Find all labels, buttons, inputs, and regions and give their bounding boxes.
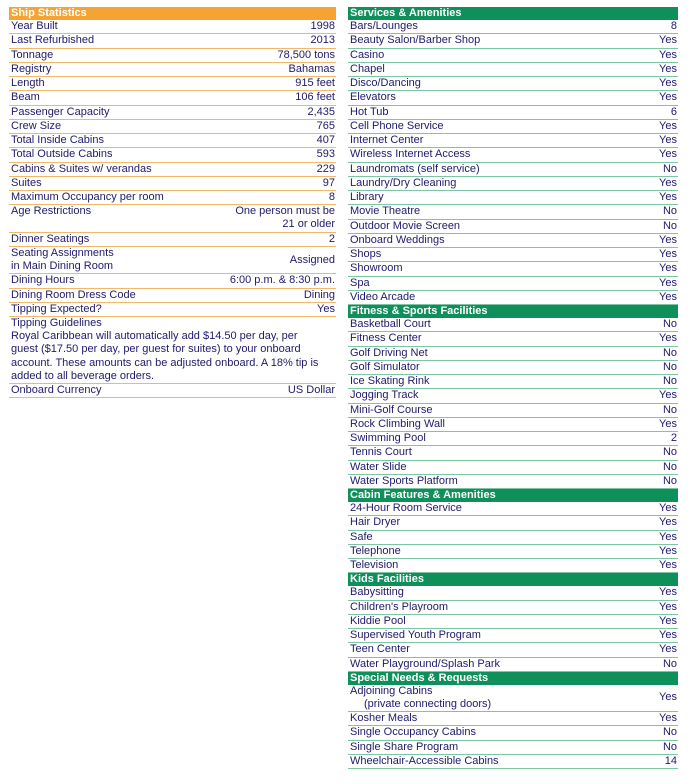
row-label: Hot Tub	[350, 105, 389, 118]
row-value: Yes	[659, 643, 677, 656]
row-value: 1998	[310, 20, 335, 32]
row-value: 78,500 tons	[277, 48, 335, 61]
tipping-line: guest ($17.50 per day, per guest for suites) to your onboard	[11, 343, 301, 356]
row-value: No	[662, 460, 677, 473]
row-value: 6:00 p.m. & 8:30 p.m.	[229, 274, 335, 287]
row-label: Rock Climbing Wall	[350, 417, 445, 430]
row-value: No	[662, 375, 677, 387]
row-label: Cabins & Suites w/ verandas	[11, 162, 152, 175]
row-label: Children's Playroom	[350, 600, 449, 613]
row-value: No	[662, 474, 677, 487]
row-value: 2,435	[307, 105, 335, 118]
onboard-currency-row	[9, 384, 336, 398]
table-row	[348, 220, 678, 234]
row-label: Swimming Pool	[350, 432, 426, 444]
row-value: Yes	[659, 276, 677, 289]
row-value: No	[662, 346, 677, 359]
row-value: 6	[670, 105, 677, 118]
row-value: Yes	[659, 34, 677, 47]
row-label: Movie Theatre	[350, 205, 421, 218]
row-value: 8	[670, 20, 677, 32]
row-value: Yes	[659, 176, 677, 189]
row-label: Showroom	[350, 262, 403, 275]
table-row	[348, 545, 678, 559]
row-label: Single Occupancy Cabins	[350, 726, 476, 739]
row-value: Yes	[659, 600, 677, 613]
onboard-currency-label: Onboard Currency	[11, 384, 102, 397]
row-label: Chapel	[350, 62, 385, 75]
row-value: No	[662, 446, 677, 459]
row-value: Yes	[659, 119, 677, 132]
row-label: Tonnage	[11, 48, 54, 61]
row-value: 8	[328, 191, 335, 203]
row-label: Telephone	[350, 544, 401, 557]
row-value: Yes	[659, 614, 677, 627]
row-label: Dining Room Dress Code	[11, 288, 136, 301]
row-value: 407	[316, 134, 335, 146]
row-value: Yes	[659, 148, 677, 161]
cabin-header: Cabin Features & Amenities	[348, 489, 678, 502]
row-label: Water Playground/Splash Park	[350, 657, 500, 670]
table-row	[348, 741, 678, 755]
row-label: Single Share Program	[350, 740, 459, 753]
row-label: Jogging Track	[350, 389, 419, 402]
row-label: Maximum Occupancy per room	[11, 191, 164, 203]
row-value: Yes	[659, 586, 677, 599]
table-row	[348, 502, 678, 516]
row-value: 2013	[310, 34, 335, 47]
row-label: Fitness Center	[350, 332, 422, 345]
kids-header: Kids Facilities	[348, 573, 678, 586]
table-row	[348, 475, 678, 489]
table-row	[348, 248, 678, 262]
row-label: Mini-Golf Course	[350, 403, 433, 416]
row-label: Golf Simulator	[350, 360, 420, 373]
row-label: Wireless Internet Access	[350, 148, 471, 161]
services-header: Services & Amenities	[348, 7, 678, 20]
seating-assignments-label: Seating Assignments in Main Dining Room	[11, 246, 114, 273]
row-label: Casino	[350, 48, 385, 61]
amenities-table	[348, 7, 678, 769]
row-label: Beauty Salon/Barber Shop	[350, 34, 481, 47]
row-label: Ice Skating Rink	[350, 375, 430, 387]
row-label: Babysitting	[350, 586, 404, 599]
row-label: Shops	[350, 248, 382, 260]
row-label: Passenger Capacity	[11, 105, 110, 118]
table-row	[348, 148, 678, 162]
table-row	[9, 177, 336, 191]
table-row	[348, 106, 678, 120]
row-value: No	[662, 740, 677, 753]
row-label: Crew Size	[11, 119, 62, 132]
row-value: Yes	[659, 332, 677, 345]
table-row	[348, 601, 678, 615]
table-row	[9, 274, 336, 288]
table-row	[348, 262, 678, 276]
adjoining-cabins-label: Adjoining Cabins (private connecting doors)	[350, 684, 492, 710]
row-label: Last Refurbished	[11, 34, 95, 47]
row-label: Dinner Seatings	[11, 232, 90, 245]
tipping-line: account. These amounts can be adjusted onboard. A 18% tip is	[11, 356, 319, 369]
row-value: Yes	[659, 134, 677, 146]
table-row	[348, 461, 678, 475]
row-value: Yes	[659, 62, 677, 75]
row-value: Yes	[659, 191, 677, 203]
row-label: Length	[11, 77, 45, 89]
table-row	[348, 63, 678, 77]
table-row	[348, 318, 678, 332]
table-row	[348, 712, 678, 726]
row-label: Laundry/Dry Cleaning	[350, 176, 457, 189]
row-label: Registry	[11, 62, 52, 75]
table-row	[348, 404, 678, 418]
table-row	[348, 332, 678, 346]
tipping-guidelines-title: Tipping Guidelines	[11, 317, 102, 330]
row-value: Yes	[659, 544, 677, 557]
table-row	[348, 615, 678, 629]
row-label: Spa	[350, 276, 370, 289]
table-row	[348, 205, 678, 219]
table-row	[348, 77, 678, 91]
row-value: Bahamas	[288, 62, 335, 75]
row-value: Yes	[317, 302, 335, 315]
row-label: Water Slide	[350, 460, 407, 473]
row-value: Yes	[659, 290, 677, 303]
row-label: Hair Dryer	[350, 516, 401, 529]
row-label: Bars/Lounges	[350, 20, 418, 32]
table-row	[348, 586, 678, 600]
table-row	[9, 289, 336, 303]
row-label: Year Built	[11, 20, 58, 32]
ship-statistics-table	[9, 7, 336, 398]
age-restrictions-label: Age Restrictions	[11, 205, 92, 218]
row-value: Yes	[659, 516, 677, 529]
row-value: Yes	[659, 530, 677, 543]
row-value: 106 feet	[295, 91, 335, 104]
table-row	[348, 643, 678, 657]
row-label: Suites	[11, 176, 42, 189]
table-row	[9, 63, 336, 77]
row-value: 2	[670, 432, 677, 444]
adjoining-cabins-row	[348, 685, 678, 712]
row-value: No	[662, 162, 677, 175]
table-row	[348, 559, 678, 573]
row-label: Total Inside Cabins	[11, 134, 104, 146]
tipping-guidelines	[9, 317, 336, 384]
row-label: Water Sports Platform	[350, 474, 458, 487]
table-row	[348, 177, 678, 191]
table-row	[348, 516, 678, 530]
row-value: Yes	[659, 712, 677, 725]
row-value: Yes	[659, 48, 677, 61]
table-row	[9, 106, 336, 120]
table-row	[348, 531, 678, 545]
age-restrictions-row	[9, 205, 336, 232]
table-row	[9, 20, 336, 34]
table-row	[348, 658, 678, 672]
row-label: Teen Center	[350, 643, 410, 656]
row-label: Tennis Court	[350, 446, 412, 459]
row-value: No	[662, 657, 677, 670]
row-label: Internet Center	[350, 134, 424, 146]
table-row	[9, 134, 336, 148]
table-row	[348, 375, 678, 389]
row-label: 24-Hour Room Service	[350, 502, 462, 514]
table-row	[348, 120, 678, 134]
row-label: Elevators	[350, 91, 396, 104]
row-value: No	[662, 403, 677, 416]
fitness-header: Fitness & Sports Facilities	[348, 305, 678, 318]
row-label: Laundromats (self service)	[350, 162, 480, 175]
table-row	[348, 191, 678, 205]
table-row	[348, 629, 678, 643]
row-value: 229	[316, 162, 335, 175]
row-label: Dining Hours	[11, 274, 75, 287]
tipping-line: added to all beverage orders.	[11, 369, 155, 382]
row-label: Disco/Dancing	[350, 77, 421, 89]
row-value: 2	[328, 232, 335, 245]
row-value: 593	[316, 148, 335, 161]
row-label: Tipping Expected?	[11, 302, 102, 315]
age-restrictions-value: One person must be 21 or older	[235, 205, 335, 231]
table-row	[348, 418, 678, 432]
table-row	[348, 34, 678, 48]
row-label: Safe	[350, 530, 373, 543]
row-value: No	[662, 360, 677, 373]
row-label: Kiddie Pool	[350, 614, 406, 627]
table-row	[9, 120, 336, 134]
row-value: Yes	[659, 502, 677, 514]
table-row	[9, 191, 336, 205]
table-row	[348, 291, 678, 305]
ship-statistics-header: Ship Statistics	[9, 7, 336, 20]
row-label: Cell Phone Service	[350, 119, 444, 132]
row-value: Yes	[659, 233, 677, 246]
table-row	[9, 91, 336, 105]
table-row	[348, 277, 678, 291]
table-row	[9, 148, 336, 162]
row-value: 915 feet	[295, 77, 335, 89]
table-row	[348, 163, 678, 177]
onboard-currency-value: US Dollar	[287, 384, 335, 397]
row-value: Yes	[659, 77, 677, 89]
table-row	[348, 432, 678, 446]
row-label: Basketball Court	[350, 318, 431, 330]
table-row	[348, 347, 678, 361]
table-row	[348, 20, 678, 34]
row-value: No	[662, 219, 677, 232]
row-value: No	[662, 318, 677, 330]
row-label: Wheelchair-Accessible Cabins	[350, 754, 499, 767]
row-value: No	[662, 205, 677, 218]
table-row	[9, 303, 336, 317]
table-row	[9, 233, 336, 247]
row-value: Yes	[659, 559, 677, 571]
table-row	[9, 163, 336, 177]
row-label: Television	[350, 559, 399, 571]
table-row	[348, 361, 678, 375]
row-label: Video Arcade	[350, 290, 416, 303]
row-value: Yes	[659, 262, 677, 275]
table-row	[348, 134, 678, 148]
row-value: No	[662, 726, 677, 739]
row-label: Supervised Youth Program	[350, 629, 481, 641]
table-row	[348, 389, 678, 403]
table-row	[9, 49, 336, 63]
row-value: 765	[316, 119, 335, 132]
row-label: Total Outside Cabins	[11, 148, 113, 161]
row-label: Onboard Weddings	[350, 233, 445, 246]
table-row	[348, 755, 678, 769]
special-header: Special Needs & Requests	[348, 672, 678, 685]
row-label: Golf Driving Net	[350, 346, 428, 359]
seating-assignments-value: Assigned	[289, 253, 335, 266]
row-label: Kosher Meals	[350, 712, 418, 725]
table-row	[348, 49, 678, 63]
row-value: 97	[322, 176, 335, 189]
row-label: Library	[350, 191, 384, 203]
row-value: Yes	[659, 91, 677, 104]
table-row	[348, 234, 678, 248]
table-row	[348, 446, 678, 460]
tipping-line: Royal Caribbean will automatically add $14.50 per day, per	[11, 330, 298, 343]
row-value: Dining	[303, 288, 335, 301]
table-row	[348, 91, 678, 105]
row-value: Yes	[659, 417, 677, 430]
row-value: Yes	[659, 629, 677, 641]
row-value: Yes	[659, 248, 677, 260]
table-row	[348, 726, 678, 740]
row-label: Beam	[11, 91, 40, 104]
row-value: Yes	[659, 389, 677, 402]
table-row	[9, 34, 336, 48]
table-row	[9, 77, 336, 91]
row-value: 14	[664, 754, 677, 767]
adjoining-cabins-value: Yes	[659, 691, 677, 704]
seating-assignments-row	[9, 247, 336, 274]
row-label: Outdoor Movie Screen	[350, 219, 461, 232]
